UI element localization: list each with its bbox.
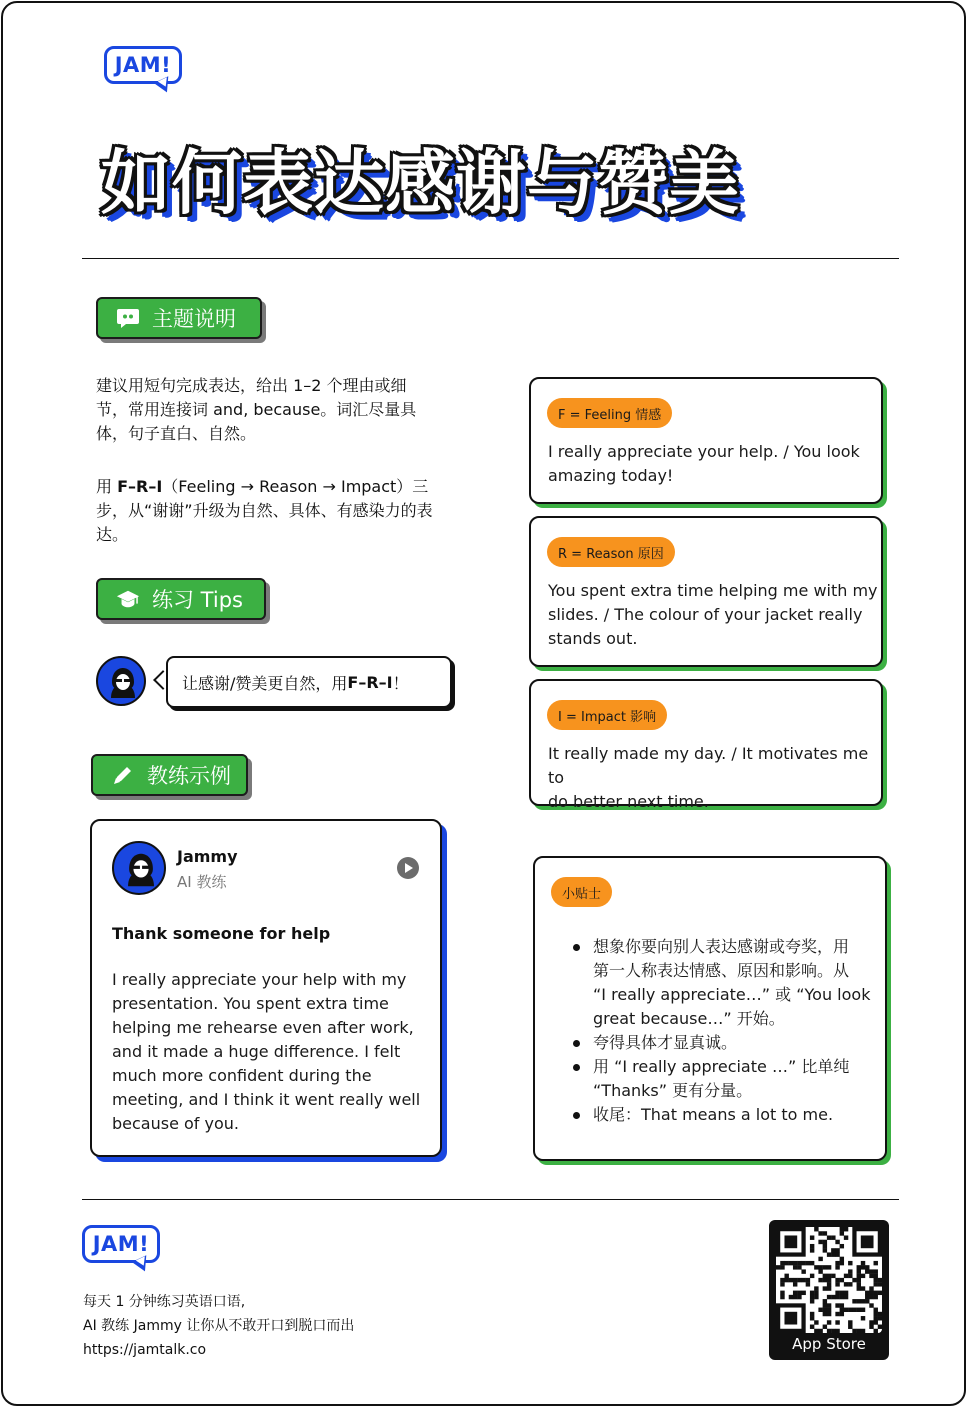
list-item: 收尾：That means a lot to me.	[571, 1103, 871, 1127]
section-tips-button[interactable]: 练习 Tips	[96, 578, 266, 620]
qr-label: App Store	[792, 1335, 866, 1353]
chat-icon	[116, 306, 140, 330]
theme-paragraph-2: 用 F–R–I（Feeling → Reason → Impact）三 步，从“谢谢”升级为自然、具体、有感染力的表 达。	[96, 477, 433, 544]
avatar	[96, 656, 146, 706]
coach-role: AI 教练	[177, 873, 227, 891]
tips-list	[571, 935, 871, 1127]
reason-tag: R = Reason 原因	[547, 537, 675, 567]
jam-logo-footer: JAM!	[82, 1225, 162, 1279]
list-item: 用 “I really appreciate …” 比单纯 “Thanks” 更有分量。	[571, 1055, 871, 1103]
list-item: 夸得具体才显真诚。	[571, 1031, 871, 1055]
divider-top	[82, 258, 899, 259]
qr-code-icon	[776, 1227, 882, 1333]
tips-note-tag: 小贴士	[551, 877, 612, 907]
list-item: 想象你要向别人表达感谢或夸奖，用 第一人称表达情感、原因和影响。从 “I really appreciate…” 或 “You look great because…” 开始。	[571, 935, 871, 1031]
feeling-tag: F = Feeling 情感	[547, 398, 672, 428]
coach-example-heading: Thank someone for help	[112, 924, 331, 943]
reason-card: R = Reason 原因 You spent extra time helping me with my slides. / The colour of your jacket really stands out.	[529, 516, 883, 667]
pencil-icon	[111, 763, 135, 787]
coach-example-card	[90, 819, 442, 1157]
impact-tag: I = Impact 影响	[547, 700, 667, 730]
theme-paragraph-1: 建议用短句完成表达，给出 1–2 个理由或细 节，常用连接词 and, because。词汇尽量具 体，句子直白、自然。	[96, 376, 417, 443]
coach-name: Jammy	[177, 847, 238, 866]
coach-avatar	[112, 841, 166, 895]
poster	[1, 1, 966, 1406]
app-store-qr-code[interactable]	[769, 1220, 889, 1360]
graduation-cap-icon	[116, 587, 140, 611]
tip-speech-bubble: 让感谢/赞美更自然，用 F–R–I ！	[166, 656, 452, 708]
section-theme-button[interactable]: 主题说明	[96, 297, 262, 339]
divider-bottom	[82, 1199, 899, 1200]
website-link[interactable]: https://jamtalk.co	[83, 1342, 207, 1358]
coach-example-body: I really appreciate your help with my presentation. You spent extra time helping me rehearse even after work, and it made a huge difference. I felt much more confident during the meeting, and I think it went really well because of you.	[112, 970, 421, 1133]
feeling-card: F = Feeling 情感 I really appreciate your help. / You look amazing today!	[529, 377, 883, 504]
jam-logo: JAM!	[104, 46, 184, 100]
impact-card: I = Impact 影响 It really made my day. / It motivates me to do better next time.	[529, 679, 883, 806]
play-audio-icon[interactable]	[397, 857, 419, 879]
footer-text: 每天 1 分钟练习英语口语, AI 教练 Jammy 让你从不敢开口到脱口而出 https://jamtalk.co	[83, 1290, 354, 1362]
section-coach-button[interactable]: 教练示例	[91, 754, 248, 796]
page-title: 如何表达感谢与赞美	[101, 142, 740, 224]
